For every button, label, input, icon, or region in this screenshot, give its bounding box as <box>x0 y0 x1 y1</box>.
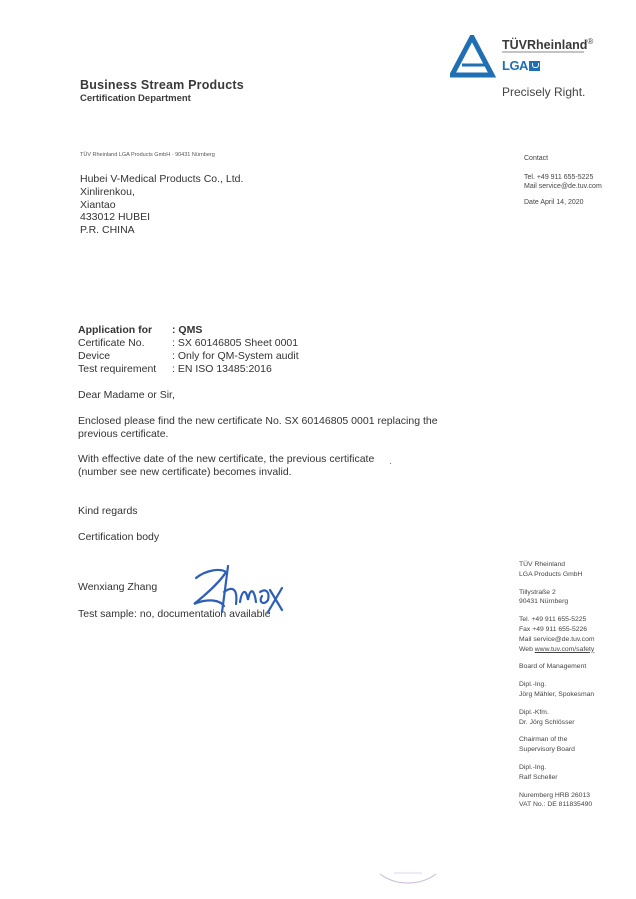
salutation: Dear Madame or Sir, <box>78 389 175 401</box>
logo-sub-text: LGA <box>502 58 528 73</box>
side-company: LGA Products GmbH <box>519 570 583 578</box>
reference-key: Application for <box>78 324 153 336</box>
side-address: 90431 Nürnberg <box>519 598 569 606</box>
logo-sub-box-icon <box>529 61 540 71</box>
contact-label: Contact <box>524 155 549 162</box>
reference-value: : Only for QM-System audit <box>172 350 299 362</box>
reference-value: : EN ISO 13485:2016 <box>172 363 272 375</box>
sender-line: TÜV Rheinland LGA Products GmbH · 90431 Nürnberg <box>80 152 215 158</box>
side-board: Dipl.-Ing. <box>519 681 547 689</box>
department-sign: Certification body <box>78 531 160 543</box>
reference-row <box>78 324 299 337</box>
recipient-line: Xinlirenkou, <box>80 185 135 198</box>
side-registry: Nuremberg HRB 26013 <box>519 791 591 799</box>
company-sidebar <box>519 560 595 810</box>
recipient-address <box>80 173 243 237</box>
side-chair-label: Chairman of the <box>519 736 568 744</box>
signatory-name: Wenxiang Zhang <box>78 581 158 593</box>
side-registry: VAT No.: DE 811835490 <box>519 801 593 809</box>
side-company: TÜV Rheinland <box>519 561 566 568</box>
test-sample-note: Test sample: no, documentation available <box>78 608 271 620</box>
reference-value: : QMS <box>172 324 203 336</box>
reference-value: : SX 60146805 Sheet 0001 <box>172 337 299 349</box>
side-chair: Dipl.-Ing. <box>519 763 547 771</box>
department-title: Business Stream Products <box>80 78 244 92</box>
side-board-label: Board of Management <box>519 663 587 671</box>
reference-key: Certificate No. <box>78 337 145 349</box>
side-board2: Dr. Jörg Schlösser <box>519 718 575 726</box>
reference-key: Test requirement <box>78 363 157 375</box>
side-chair: Ralf Scheller <box>519 773 558 781</box>
contact-tel: Tel. +49 911 655-5225 <box>524 173 594 181</box>
department-subtitle: Certification Department <box>80 93 191 104</box>
side-web-link[interactable]: www.tuv.com/safety <box>534 645 595 653</box>
recipient-line: 433012 HUBEI <box>80 211 151 224</box>
closing: Kind regards <box>78 505 138 517</box>
reference-key: Device <box>78 350 111 362</box>
reference-row <box>78 337 299 350</box>
logo-sub <box>502 58 540 73</box>
registered-mark: ® <box>587 37 594 46</box>
side-board2: Dipl.-Kfm. <box>519 708 549 716</box>
side-chair-label: Supervisory Board <box>519 746 575 754</box>
side-fax: Fax +49 911 655-5226 <box>519 625 588 633</box>
handwritten-signature <box>190 562 286 620</box>
side-web-label: Web <box>519 645 535 653</box>
side-web <box>519 645 595 655</box>
body-paragraph-1: Enclosed please find the new certificate No. SX 60146805 0001 replacing the previous certificate. <box>78 415 438 440</box>
tagline: Precisely Right. <box>502 85 586 99</box>
recipient-line: P.R. CHINA <box>80 224 135 237</box>
body-paragraph-2: With effective date of the new certificate, the previous certificate (number see new certificate) becomes invalid. <box>78 453 375 478</box>
logo-brand-text: TÜVRheinland <box>502 38 588 53</box>
contact-mail: Mail service@de.tuv.com <box>524 183 602 190</box>
reference-row <box>78 363 299 376</box>
side-board: Jörg Mähler, Spokesman <box>519 690 595 698</box>
recipient-line: Hubei V-Medical Products Co., Ltd. <box>80 173 244 185</box>
letter-date: Date April 14, 2020 <box>524 198 584 206</box>
logo-brand <box>502 37 593 52</box>
side-tel: Tel. +49 911 655-5225 <box>519 616 587 624</box>
reference-row <box>78 350 299 363</box>
contact-block <box>524 154 602 207</box>
reference-table <box>78 324 299 376</box>
side-mail: Mail service@de.tuv.com <box>519 635 595 643</box>
recipient-line: Xiantao <box>80 198 116 211</box>
side-address: Tillystraße 2 <box>519 588 556 596</box>
stray-dot: · <box>389 458 392 468</box>
faint-stamp-icon <box>378 868 438 890</box>
